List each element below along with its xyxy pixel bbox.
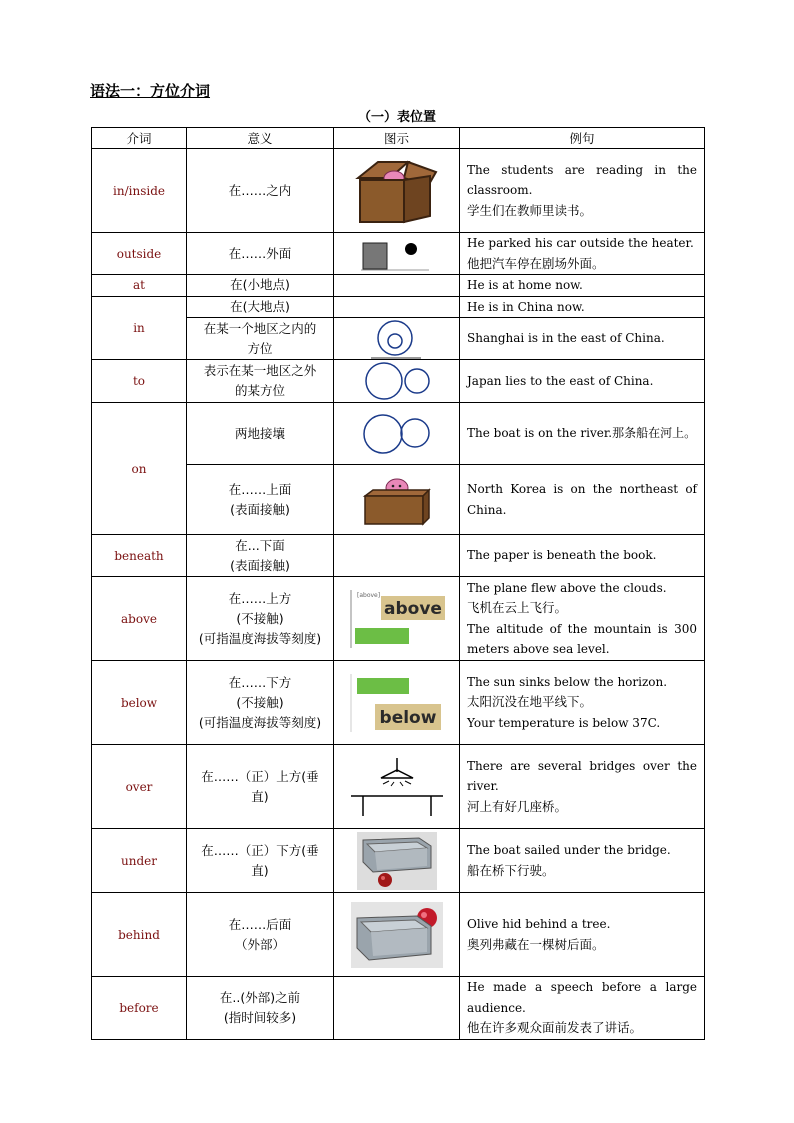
meaning-line: (可指温度海拔等刻度) [198, 630, 322, 646]
table-row [92, 745, 705, 829]
preposition-cell: on [92, 403, 187, 535]
meaning-cell [187, 318, 334, 360]
example-cn: 河上有好几座桥。 [467, 798, 568, 814]
svg-text:[above]: [above] [356, 591, 380, 599]
table-header-row [92, 128, 705, 149]
example-cn: 太阳沉没在地平线下。 [467, 694, 593, 710]
meaning-cell [187, 745, 334, 829]
meaning-line: （外部） [234, 936, 285, 952]
prepositions-table [91, 127, 705, 1040]
table-row [92, 661, 705, 745]
meaning-cell: 在……外面 [187, 233, 334, 275]
preposition-cell: to [92, 360, 187, 403]
example-cell: He is in China now. [460, 296, 705, 318]
preposition-cell: beneath [92, 535, 187, 577]
meaning-line: 在……（正）下方(垂 [201, 842, 319, 858]
preposition-cell: under [92, 829, 187, 893]
example-en: The boat sailed under the bridge. [467, 843, 671, 857]
meaning-cell: 在(大地点) [187, 296, 334, 318]
header-example: 例句 [460, 128, 705, 149]
example-cn: 奥列弗藏在一棵树后面。 [467, 936, 605, 952]
meaning-cell [187, 977, 334, 1040]
illustration-cell [334, 577, 460, 661]
meaning-cell: 在(小地点) [187, 275, 334, 297]
header-illustration: 图示 [334, 128, 460, 149]
example-cell [460, 893, 705, 977]
meaning-line: 在..(外部)之前 [219, 989, 301, 1005]
meaning-cell [187, 465, 334, 535]
meaning-line: 直) [251, 862, 269, 878]
example-en: The altitude of the mountain is 300 meters above sea level. [467, 621, 697, 656]
meaning-line: 在...下面 [235, 537, 285, 553]
example-cn: 船在桥下行驶。 [467, 862, 555, 878]
illustration-cell [334, 535, 460, 577]
meaning-cell [187, 893, 334, 977]
preposition-cell: outside [92, 233, 187, 275]
below-word: below [379, 707, 436, 728]
table-row [92, 893, 705, 977]
meaning-cell [187, 360, 334, 403]
header-preposition: 介词 [92, 128, 187, 149]
below-illustration-icon [347, 670, 447, 736]
table-row [92, 977, 705, 1040]
example-en: He parked his car outside the heater. [467, 236, 694, 250]
meaning-line: 在……上方 [228, 590, 292, 606]
meaning-line: 直) [251, 788, 269, 804]
preposition-cell: below [92, 661, 187, 745]
preposition-cell: before [92, 977, 187, 1040]
example-cell: The boat is on the river.那条船在河上。 [460, 403, 705, 465]
meaning-cell [187, 661, 334, 745]
example-en: The students are reading in the classroom. [467, 162, 697, 198]
illustration-cell [334, 360, 460, 403]
table-row [92, 233, 705, 275]
meaning-line: 的某方位 [234, 383, 285, 398]
illustration-cell [334, 893, 460, 977]
example-cn: 学生们在教师里读书。 [467, 202, 593, 218]
table-row [92, 149, 705, 233]
table-row [92, 296, 705, 318]
illustration-cell [334, 296, 460, 318]
preposition-cell: over [92, 745, 187, 829]
example-cell [460, 233, 705, 275]
square-and-dot-icon [357, 237, 437, 271]
illustration-cell [334, 403, 460, 465]
preposition-cell: in/inside [92, 149, 187, 233]
illustration-cell [334, 661, 460, 745]
preposition-cell: in [92, 296, 187, 360]
preposition-cell: above [92, 577, 187, 661]
example-en: Olive hid behind a tree. [467, 917, 611, 931]
example-cell [460, 745, 705, 829]
page-title: 语法一：方位介词 [90, 82, 211, 100]
box-with-pig-on-top-icon [359, 472, 435, 528]
table-row [92, 360, 705, 403]
example-en: There are several bridges over the river. [467, 758, 697, 794]
illustration-cell [334, 149, 460, 233]
example-cn: 他在许多观众面前发表了讲话。 [467, 1020, 643, 1035]
meaning-line: 在……（正）上方(垂 [201, 768, 319, 784]
example-cell [460, 829, 705, 893]
illustration-cell [334, 745, 460, 829]
meaning-line: (不接触) [236, 610, 284, 626]
meaning-line: (指时间较多) [223, 1009, 297, 1025]
meaning-cell [187, 577, 334, 661]
box-with-pig-inside-icon [352, 156, 442, 226]
glass-box-ball-behind-icon [351, 902, 443, 968]
table-row [92, 403, 705, 465]
meaning-line: (表面接触) [230, 501, 290, 517]
illustration-cell [334, 977, 460, 1040]
illustration-cell [334, 829, 460, 893]
header-meaning: 意义 [187, 128, 334, 149]
illustration-cell [334, 465, 460, 535]
meaning-line: 在……上面 [228, 481, 292, 497]
table-row [92, 535, 705, 577]
example-en: He made a speech before a large audience. [467, 980, 697, 1015]
glass-box-ball-under-icon [357, 832, 437, 890]
example-en: The plane flew above the clouds. [467, 580, 667, 595]
meaning-cell: 两地接壤 [187, 403, 334, 465]
meaning-line: 在……下方 [228, 674, 292, 690]
illustration-cell [334, 318, 460, 360]
meaning-line: (表面接触) [230, 557, 290, 573]
example-en: The sun sinks below the horizon. [467, 674, 668, 689]
meaning-line: (不接触) [236, 694, 284, 710]
example-cell: He is at home now. [460, 275, 705, 297]
meaning-cell [187, 829, 334, 893]
illustration-cell [334, 233, 460, 275]
example-cell: Shanghai is in the east of China. [460, 318, 705, 360]
example-cell: North Korea is on the northeast of China. [460, 465, 705, 535]
meaning-cell [187, 535, 334, 577]
circle-inside-circle-icon [367, 319, 427, 359]
above-illustration-icon [347, 586, 447, 652]
example-cell [460, 661, 705, 745]
table-row [92, 577, 705, 661]
preposition-cell: at [92, 275, 187, 297]
example-cn: 飞机在云上飞行。 [467, 600, 568, 615]
touching-circles-icon [361, 412, 433, 456]
illustration-cell [334, 275, 460, 297]
lamp-over-table-icon [347, 754, 447, 820]
meaning-line: 表示在某一地区之外 [203, 363, 317, 378]
meaning-line: 方位 [247, 340, 273, 356]
example-cell: The paper is beneath the book. [460, 535, 705, 577]
section-subtitle: （一）表位置 [357, 110, 436, 125]
example-en: Your temperature is below 37C. [467, 715, 661, 730]
example-cell [460, 149, 705, 233]
example-cn: 他把汽车停在剧场外面。 [467, 255, 605, 271]
above-word: above [383, 598, 442, 619]
table-row [92, 275, 705, 297]
meaning-line: 在……后面 [228, 916, 292, 932]
example-cell: Japan lies to the east of China. [460, 360, 705, 403]
table-row [92, 829, 705, 893]
meaning-line: 在某一个地区之内的 [203, 320, 317, 336]
example-cell [460, 577, 705, 661]
meaning-line: (可指温度海拔等刻度) [198, 714, 322, 730]
meaning-cell: 在……之内 [187, 149, 334, 233]
example-cell [460, 977, 705, 1040]
separate-circles-icon [362, 361, 432, 401]
preposition-cell: behind [92, 893, 187, 977]
